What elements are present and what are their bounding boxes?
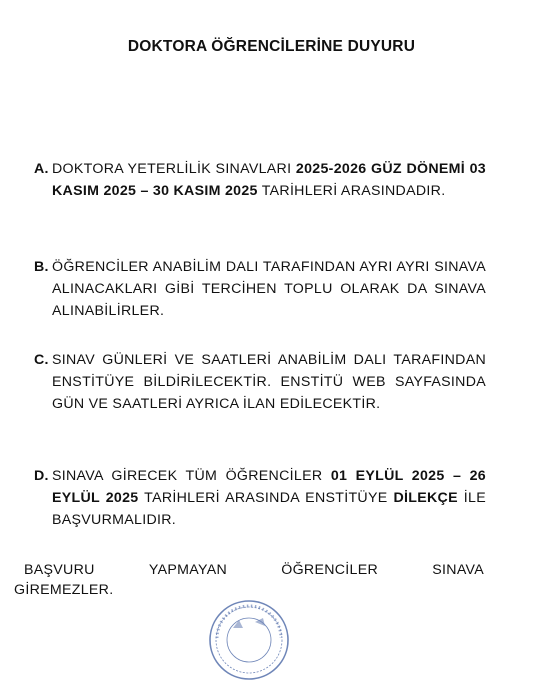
announcement-item-b [34,256,486,322]
item-text-run: ÖĞRENCİLER ANABİLİM DALI TARAFINDAN AYRI AYRI SINAVA ALINACAKLARI GİBİ TERCİHEN TOPLU OLARAK DA SINAVA ALINABİLİRLER. [52,259,486,319]
closing-word: ÖĞRENCİLER [281,562,379,578]
item-letter: D. [34,468,49,484]
item-text-run: SINAVA GİRECEK TÜM ÖĞRENCİLER [52,468,331,484]
closing-line-1 [14,560,484,580]
item-text [52,158,486,202]
item-text-run: TARİHLERİ ARASINDADIR. [257,183,446,199]
item-text-run: İLE BAŞVURMALIDIR. [52,490,486,528]
item-text [52,349,486,415]
item-text-bold-run: 01 EYLÜL 2025 – 26 EYLÜL 2025 [52,468,486,506]
announcement-item-c [34,349,486,415]
closing-word: BAŞVURU [24,562,95,578]
item-letter: B. [34,259,49,275]
item-text-run: SINAV GÜNLERİ VE SAATLERİ ANABİLİM DALI TARAFINDAN ENSTİTÜYE BİLDİRİLECEKTİR. ENSTİTÜ WEB SAYFASINDA GÜN VE SAATLERİ AYRICA İLAN EDİLECEKTİR. [52,352,486,412]
stamp-outer-ring [210,601,288,679]
item-text-bold-run: 2025-2026 GÜZ DÖNEMİ 03 KASIM 2025 – 30 KASIM 2025 [52,161,486,199]
announcement-item-a [34,158,486,202]
item-text [52,256,486,322]
stamp-lettering-arc [217,606,281,638]
official-stamp-icon [207,598,291,682]
closing-line-2: GİREMEZLER. [14,582,114,598]
page-title: DOKTORA ÖĞRENCİLERİNE DUYURU [127,38,416,55]
item-text-bold-run: DİLEKÇE [393,490,458,506]
item-text [52,465,486,531]
stamp-marks [233,618,265,628]
item-letter: A. [34,161,49,177]
item-text-run: DOKTORA YETERLİLİK SINAVLARI [52,161,296,177]
item-letter: C. [34,352,49,368]
closing-note [14,560,484,600]
item-text-run: TARİHLERİ ARASINDA ENSTİTÜYE [138,490,394,506]
closing-word: SINAVA [432,562,484,578]
closing-word: YAPMAYAN [148,562,228,578]
announcement-item-d [34,465,486,531]
